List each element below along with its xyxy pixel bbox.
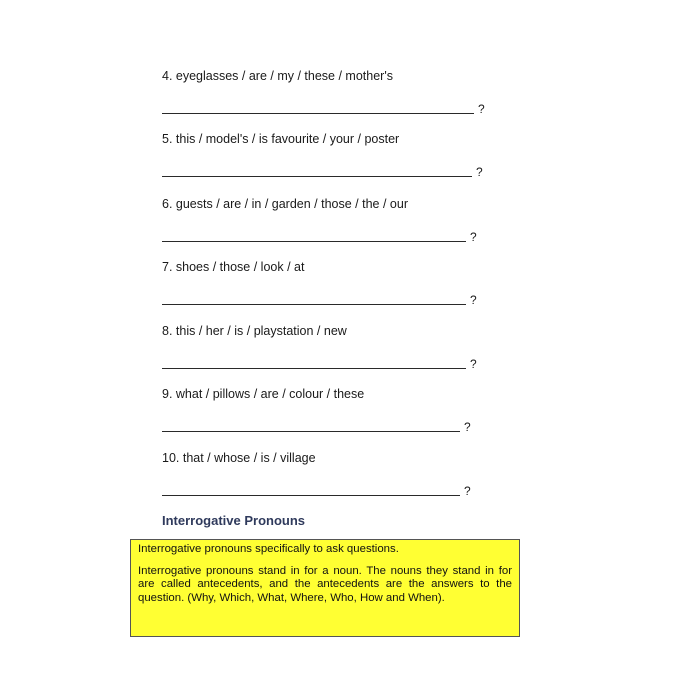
definition-box (130, 539, 520, 637)
answer-row (162, 101, 485, 117)
answer-row (162, 164, 483, 180)
answer-blank-line[interactable] (162, 304, 466, 305)
answer-blank-line[interactable] (162, 176, 472, 177)
exercise-9 (162, 386, 502, 434)
answer-row (162, 483, 471, 499)
exercise-prompt: 9. what / pillows / are / colour / these (162, 387, 365, 401)
answer-blank-line[interactable] (162, 368, 466, 369)
answer-blank-line[interactable] (162, 495, 460, 496)
exercise-8 (162, 323, 502, 371)
exercise-6 (162, 196, 502, 244)
question-mark: ? (464, 484, 471, 498)
exercise-prompt: 7. shoes / those / look / at (162, 260, 305, 274)
answer-blank-line[interactable] (162, 113, 474, 114)
exercise-5 (162, 131, 502, 179)
question-mark: ? (478, 102, 485, 116)
section-heading: Interrogative Pronouns (162, 513, 306, 528)
exercise-10 (162, 450, 502, 498)
answer-row (162, 229, 477, 245)
exercise-prompt: 5. this / model's / is favourite / your / poster (162, 132, 400, 146)
answer-blank-line[interactable] (162, 241, 466, 242)
exercise-4 (162, 68, 502, 116)
exercise-7 (162, 259, 502, 307)
answer-row (162, 292, 477, 308)
answer-row (162, 356, 477, 372)
answer-row (162, 419, 471, 435)
question-mark: ? (476, 165, 483, 179)
exercise-prompt: 8. this / her / is / playstation / new (162, 324, 347, 338)
definition-line-2: Interrogative pronouns stand in for a noun. The nouns they stand in for are called antecedents, and the antecedents are the answers to the question. (Why, Which, What, Where, Who, How and When). (138, 564, 512, 604)
exercise-prompt: 10. that / whose / is / village (162, 451, 316, 465)
answer-blank-line[interactable] (162, 431, 460, 432)
exercise-prompt: 4. eyeglasses / are / my / these / mother's (162, 69, 393, 83)
question-mark: ? (470, 293, 477, 307)
exercise-prompt: 6. guests / are / in / garden / those / the / our (162, 197, 408, 211)
question-mark: ? (464, 420, 471, 434)
question-mark: ? (470, 230, 477, 244)
definition-line-1: Interrogative pronouns specifically to ask questions. (138, 543, 399, 555)
question-mark: ? (470, 357, 477, 371)
